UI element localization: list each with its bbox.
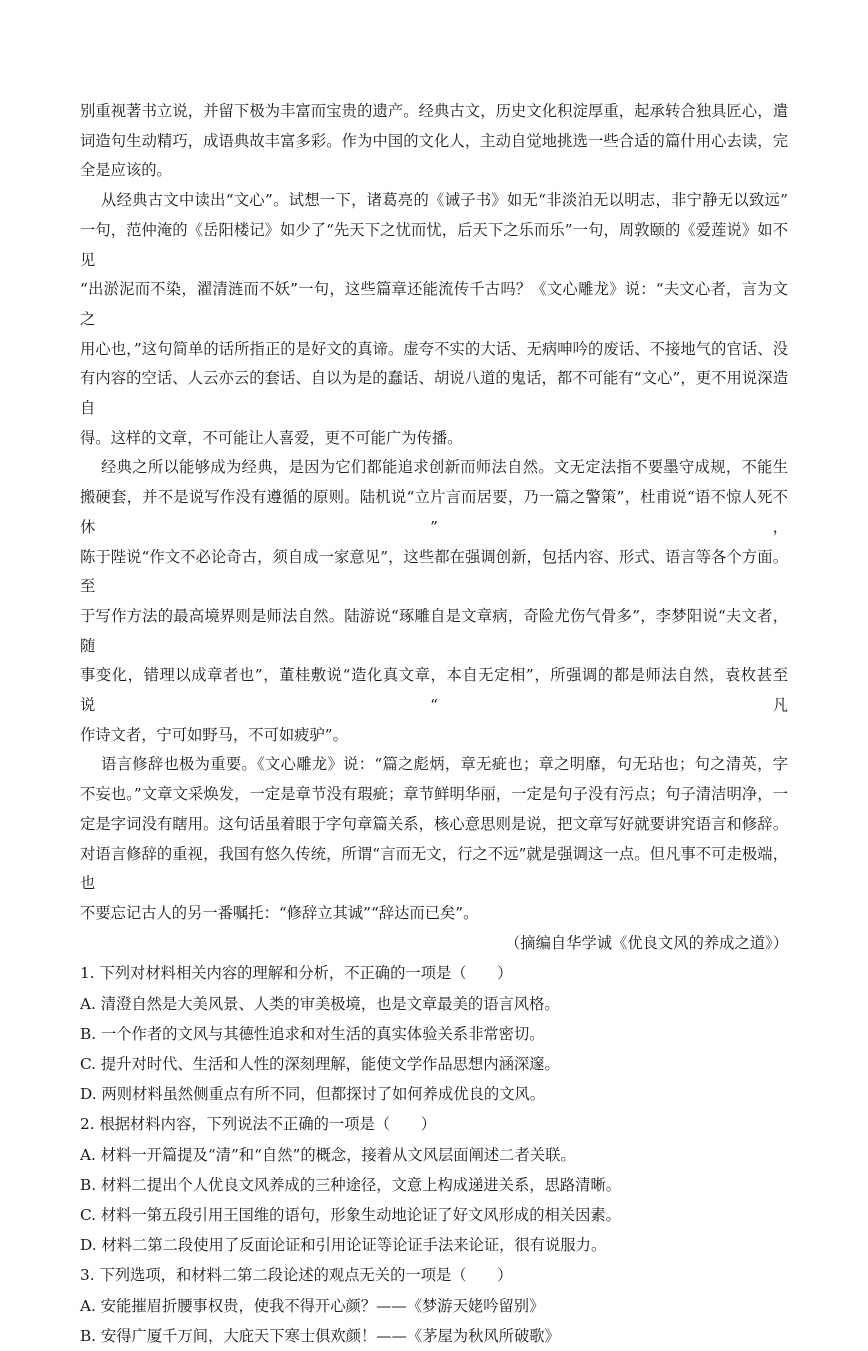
- paragraph-line: 词造句生动精巧，成语典故丰富多彩。作为中国的文化人，主动自觉地挑选一些合适的篇什用心去读，完: [80, 131, 788, 150]
- answer-option: C. 提升对时代、生活和人性的深刻理解，能使文学作品思想内涵深邃。: [80, 1055, 560, 1073]
- paragraph-line: 作诗文者，宁可如野马，不可如疲驴”。: [80, 725, 348, 744]
- paragraph-line: 有内容的空话、人云亦云的套话、自以为是的蠢话、胡说八道的鬼话，都不可能有“文心”，更不用说深造自: [80, 369, 788, 418]
- paragraph-line: 搬硬套，并不是说写作没有遵循的原则。陆机说“立片言而居要，乃一篇之警策”，杜甫说“语不惊人死不休”，: [80, 488, 788, 536]
- answer-option: A. 材料一开篇提及“清”和“自然”的概念，接着从文风层面阐述二者关联。: [80, 1145, 576, 1164]
- paragraph-line: 经典之所以能够成为经典，是因为它们都能追求创新而师法自然。文无定法指不要墨守成规，不能生: [101, 458, 788, 477]
- question-section: [80, 958, 788, 1351]
- paragraph-line: 不妄也。”文章文采焕发，一定是章节没有瑕疵；章节鲜明华丽，一定是句子没有污点；句子清洁明净，一: [80, 785, 788, 804]
- answer-option: D. 材料二第二段使用了反面论证和引用论证等论证手法来论证，很有说服力。: [80, 1236, 607, 1255]
- question-stem: 3. 下列选项，和材料二第二段论述的观点无关的一项是（ ）: [80, 1266, 513, 1285]
- paragraph-line: “出淤泥而不染，濯清涟而不妖”一句，这些篇章还能流传千古吗？《文心雕龙》说：“夫文心者，言为文之: [80, 280, 788, 328]
- article-paragraph: [80, 750, 788, 928]
- paragraph-line: 陈于陛说“作文不必论奇古，须自成一家意见”，这些都在强调创新，包括内容、形式、语言等各个方面。至: [80, 547, 788, 596]
- article-body: [80, 97, 788, 929]
- answer-option: A. 清澄自然是大美风景、人类的审美极境，也是文章最美的语言风格。: [80, 994, 560, 1013]
- paragraph-line: 对语言修辞的重视，我国有悠久传统，所谓“言而无文，行之不远”就是强调这一点。但凡事不可走极端，也: [80, 844, 788, 893]
- answer-option: D. 两则材料虽然侧重点有所不同，但都探讨了如何养成优良的文风。: [80, 1085, 546, 1104]
- paragraph-line: 定是字词没有瞎用。这句话虽着眼于字句章篇关系，核心意思则是说，把文章写好就要讲究语言和修辞。: [80, 814, 788, 833]
- paragraph-line: 于写作方法的最高境界则是师法自然。陆游说“琢雕自是文章病，奇险尤伤气骨多”，李梦阳说“夫文者，随: [80, 606, 788, 655]
- document-page: [80, 97, 788, 1351]
- question-stem: 1. 下列对材料相关内容的理解和分析，不正确的一项是（ ）: [80, 964, 513, 983]
- answer-option: B. 一个作者的文风与其德性追求和对生活的真实体验关系非常密切。: [80, 1024, 545, 1043]
- article-paragraph: [80, 453, 788, 750]
- answer-option: C. 材料一第五段引用王国维的语句，形象生动地论证了好文风形成的相关因素。: [80, 1206, 621, 1225]
- paragraph-line: 用心也，”这句简单的话所指正的是好文的真谛。虚夸不实的大话、无病呻吟的废话、不接地气的官话、没: [80, 339, 788, 358]
- paragraph-line: 得。这样的文章，不可能让人喜爱，更不可能广为传播。: [80, 428, 463, 447]
- paragraph-line: 一句，范仲淹的《岳阳楼记》如少了“先天下之忧而忧，后天下之乐而乐”一句，周敦颐的《爱莲说》如不见: [80, 220, 788, 269]
- paragraph-line: 事变化，错理以成章者也”，董桂敷说“造化真文章，本自无定相”，所强调的都是师法自然，袁枚甚至说“凡: [80, 666, 788, 715]
- answer-option: B. 材料二提出个人优良文风养成的三种途径，文意上构成递进关系，思路清晰。: [80, 1175, 622, 1194]
- paragraph-line: 语言修辞也极为重要。《文心雕龙》说：“篇之彪炳，章无疵也；章之明靡，句无玷也；句之清英，字: [101, 755, 788, 774]
- article-paragraph: [80, 97, 788, 186]
- paragraph-line: 别重视著书立说，并留下极为丰富而宝贵的遗产。经典古文，历史文化积淀厚重，起承转合独具匠心，遣: [80, 102, 788, 120]
- answer-option: B. 安得广厦千万间，大庇天下寒士俱欢颜！——《茅屋为秋风所破歌》: [80, 1326, 560, 1345]
- article-paragraph: [80, 186, 788, 453]
- question-stem: 2. 根据材料内容，下列说法不正确的一项是（ ）: [80, 1115, 436, 1134]
- paragraph-line: 不要忘记古人的另一番嘱托：“修辞立其诚”“辞达而已矣”。: [80, 903, 479, 922]
- paragraph-line: 从经典古文中读出“文心”。试想一下，诸葛亮的《诫子书》如无“非淡泊无以明志，非宁静无以致远”: [101, 191, 788, 210]
- source-citation: （摘编自华学诚《优良文风的养成之道》）: [505, 933, 788, 952]
- paragraph-line: 全是应该的。: [80, 161, 172, 180]
- answer-option: A. 安能摧眉折腰事权贵，使我不得开心颜？——《梦游天姥吟留别》: [80, 1296, 545, 1315]
